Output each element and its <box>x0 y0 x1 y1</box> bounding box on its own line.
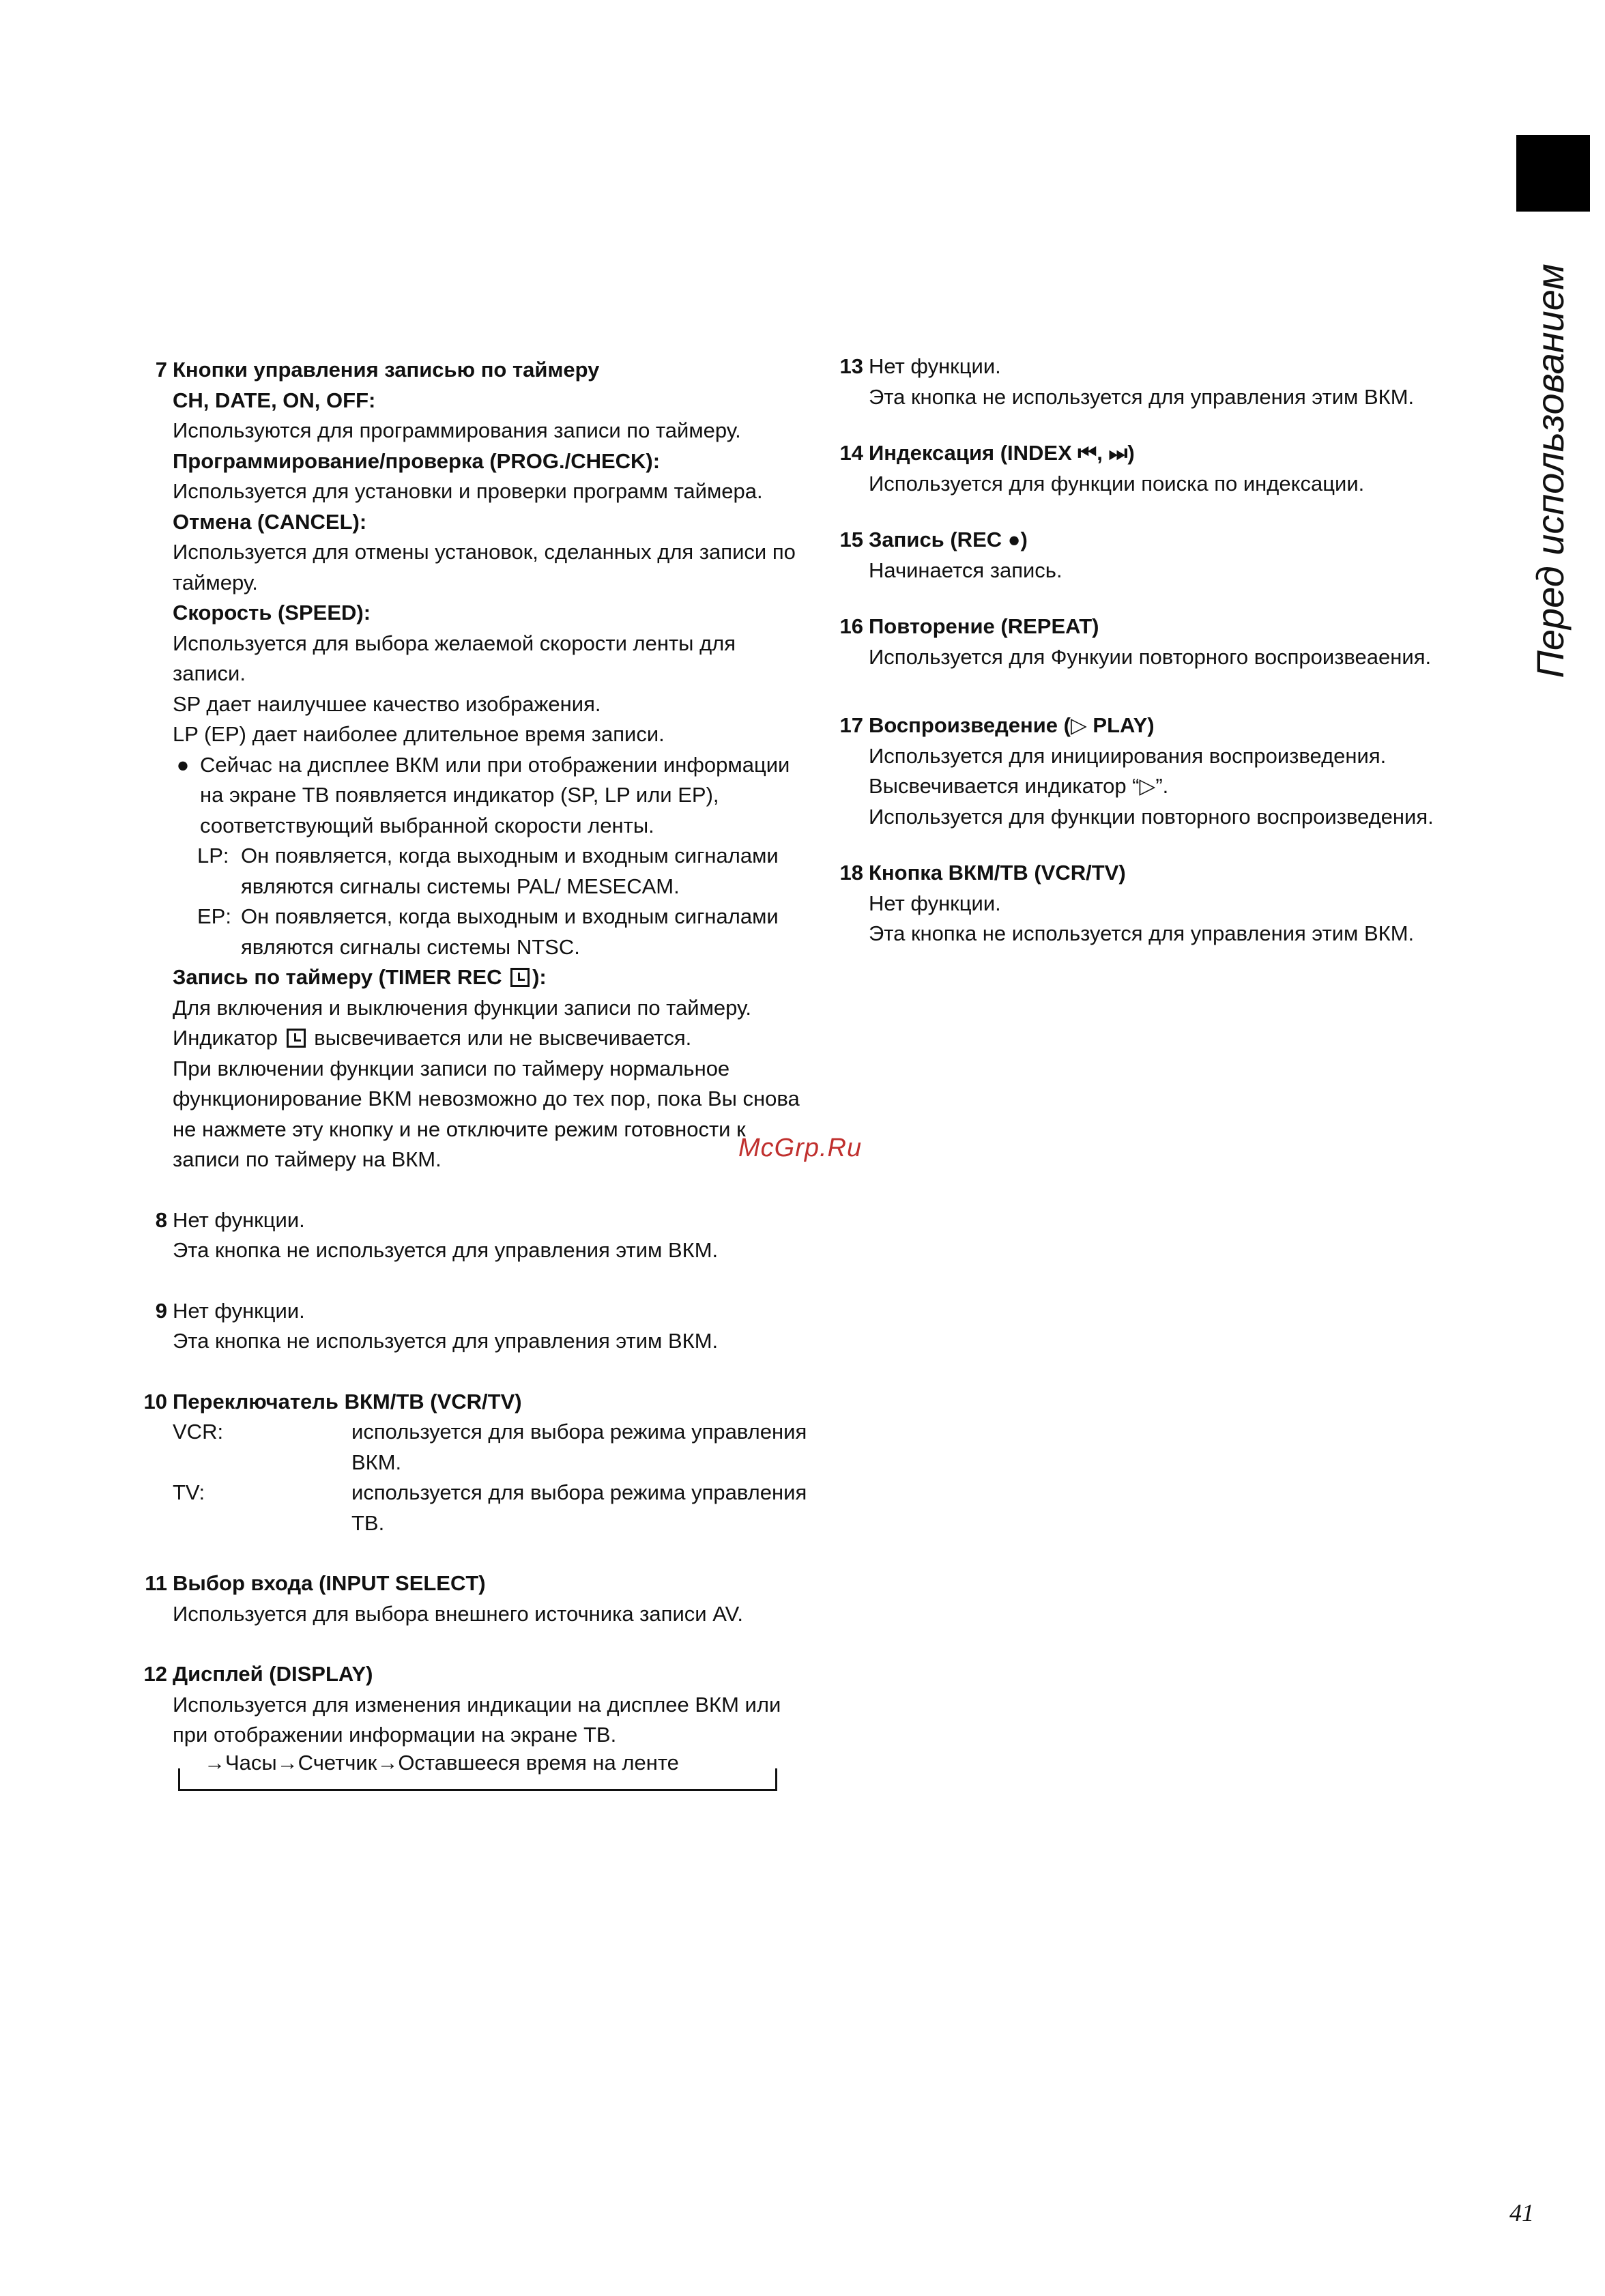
item-number: 12 <box>143 1662 167 1686</box>
page-number: 41 <box>1509 2199 1534 2226</box>
item-16 <box>836 612 1525 672</box>
bullet-item <box>173 750 812 842</box>
item-title: Кнопки управления записью по таймеру <box>173 358 600 382</box>
item-subheading: Отмена (CANCEL): <box>173 509 367 534</box>
item-title: Переключатель ВКМ/ТВ (VCR/TV) <box>173 1389 522 1414</box>
timer-icon <box>510 968 530 987</box>
mode-text: используется для выбора режима управления ТВ. <box>351 1480 807 1535</box>
item-10 <box>140 1387 812 1539</box>
item-8 <box>140 1205 812 1266</box>
left-column <box>140 355 812 1792</box>
speed-note-text: Он появляется, когда выходным и входным сигналами являются сигналы системы NTSC. <box>241 904 779 959</box>
section-title-vertical: Перед использованием <box>1529 263 1572 678</box>
item-title: Индексация (INDEX ⏮, ⏭) <box>869 441 1135 465</box>
item-title: Дисплей (DISPLAY) <box>173 1662 373 1686</box>
watermark-text: McGrp.Ru <box>738 1134 863 1162</box>
item-text <box>173 993 812 1054</box>
mode-row-tv <box>173 1478 812 1538</box>
item-text: Используется для выбора внешнего источника записи AV. <box>173 1601 744 1626</box>
item-text: Используется для функции повторного воспроизведения. <box>869 804 1434 829</box>
timer-text-end: высвечивается или не высвечивается. <box>314 1026 692 1050</box>
speed-key: EP: <box>197 904 231 928</box>
item-text: Эта кнопка не используется для управления этим ВКМ. <box>869 384 1415 409</box>
item-text: SP дает наилучшее качество изображения. <box>173 691 601 716</box>
item-title: Кнопка ВКМ/ТВ (VCR/TV) <box>869 861 1126 885</box>
item-number: 14 <box>839 441 863 465</box>
item-text: Эта кнопка не используется для управления этим ВКМ. <box>173 1238 719 1262</box>
item-title: Запись (REC ●) <box>869 528 1028 551</box>
item-text: При включении функции записи по таймеру нормальное функционирование ВКМ невозможно до тех пор, пока Вы снова не нажмете эту кнопку и не отключите режим готовности к записи по таймеру на ВКМ. <box>173 1056 800 1171</box>
speed-note-ep <box>173 902 812 962</box>
timer-icon <box>287 1029 306 1048</box>
item-number: 15 <box>839 528 863 551</box>
item-number: 18 <box>839 861 863 885</box>
timer-rec-heading: Запись по таймеру (TIMER REC <box>173 965 502 989</box>
item-text: Эта кнопка не используется для управления этим ВКМ. <box>173 1329 719 1353</box>
bullet-text: Сейчас на дисплее ВКМ или при отображении информации на экране ТВ появляется индикатор (SP, LP или EP), соответствующий выбранной скорости ленты. <box>200 752 790 837</box>
item-text: Используется для Функуии повторного воспроизвеаения. <box>869 644 1432 669</box>
item-title: Повторение (REPEAT) <box>869 614 1099 638</box>
item-9 <box>140 1296 812 1357</box>
item-title: Выбор входа (INPUT SELECT) <box>173 1571 486 1595</box>
item-13 <box>836 351 1525 412</box>
cycle-text: →Часы→Счетчик→Оставшееся время на ленте <box>200 1748 683 1779</box>
item-number: 9 <box>155 1298 167 1323</box>
item-text: Высвечивается индикатор “▷”. <box>869 774 1169 798</box>
speed-key: LP: <box>197 844 229 867</box>
speed-note-text: Он появляется, когда выходным и входным сигналами являются сигналы системы PAL/ MESECAM. <box>241 844 779 898</box>
item-text: Используется для выбора желаемой скорости ленты для записи. <box>173 631 736 685</box>
right-column <box>836 351 1525 949</box>
item-7 <box>140 355 812 1175</box>
timer-rec-heading-end: ): <box>532 965 547 989</box>
item-text: Нет функции. <box>173 1207 305 1232</box>
item-18 <box>836 858 1525 949</box>
item-subheading: Программирование/проверка (PROG./CHECK): <box>173 448 661 473</box>
display-cycle-diagram <box>173 1750 780 1792</box>
item-text: Нет функции. <box>173 1298 305 1323</box>
item-text: Используется для инициирования воспроизведения. <box>869 743 1387 768</box>
item-text: LP (EP) дает наиболее длительное время записи. <box>173 722 665 746</box>
item-15 <box>836 525 1525 586</box>
item-number: 10 <box>143 1389 167 1414</box>
item-text: Эта кнопка не используется для управления этим ВКМ. <box>869 921 1415 945</box>
timer-text-start: Для включения и выключения функции записи по таймеру. Индикатор <box>173 995 752 1050</box>
item-number: 13 <box>839 354 863 378</box>
item-subheading: Скорость (SPEED): <box>173 601 371 625</box>
item-text: Начинается запись. <box>869 558 1062 582</box>
mode-row-vcr <box>173 1417 812 1478</box>
item-text: Используются для программирования записи по таймеру. <box>173 418 741 442</box>
item-number: 8 <box>155 1207 167 1232</box>
item-title: Воспроизведение (▷ PLAY) <box>869 713 1155 737</box>
item-17 <box>836 711 1525 832</box>
item-text: Нет функции. <box>869 891 1001 915</box>
item-12 <box>140 1659 812 1792</box>
speed-note-lp <box>173 841 812 902</box>
bullet-icon: ● <box>176 752 190 777</box>
item-number: 17 <box>839 713 863 737</box>
mode-key: TV: <box>173 1480 205 1504</box>
item-text: Нет функции. <box>869 354 1001 378</box>
item-14 <box>836 438 1525 499</box>
item-text: Используется для отмены установок, сделанных для записи по таймеру. <box>173 540 796 594</box>
item-subheading <box>173 962 812 993</box>
item-number: 11 <box>145 1571 167 1595</box>
item-number: 16 <box>839 614 863 638</box>
item-text: Используется для изменения индикации на дисплее ВКМ или при отображении информации на экране ТВ. <box>173 1692 781 1747</box>
item-text: Используется для установки и проверки программ таймера. <box>173 479 763 503</box>
mode-text: используется для выбора режима управления ВКМ. <box>351 1420 807 1474</box>
item-11 <box>140 1568 812 1629</box>
mode-key: VCR: <box>173 1420 224 1444</box>
item-text: Используется для функции поиска по индексации. <box>869 471 1365 496</box>
item-number: 7 <box>155 358 167 382</box>
section-tab-marker <box>1516 135 1590 212</box>
item-subtitle: CH, DATE, ON, OFF: <box>173 388 376 412</box>
